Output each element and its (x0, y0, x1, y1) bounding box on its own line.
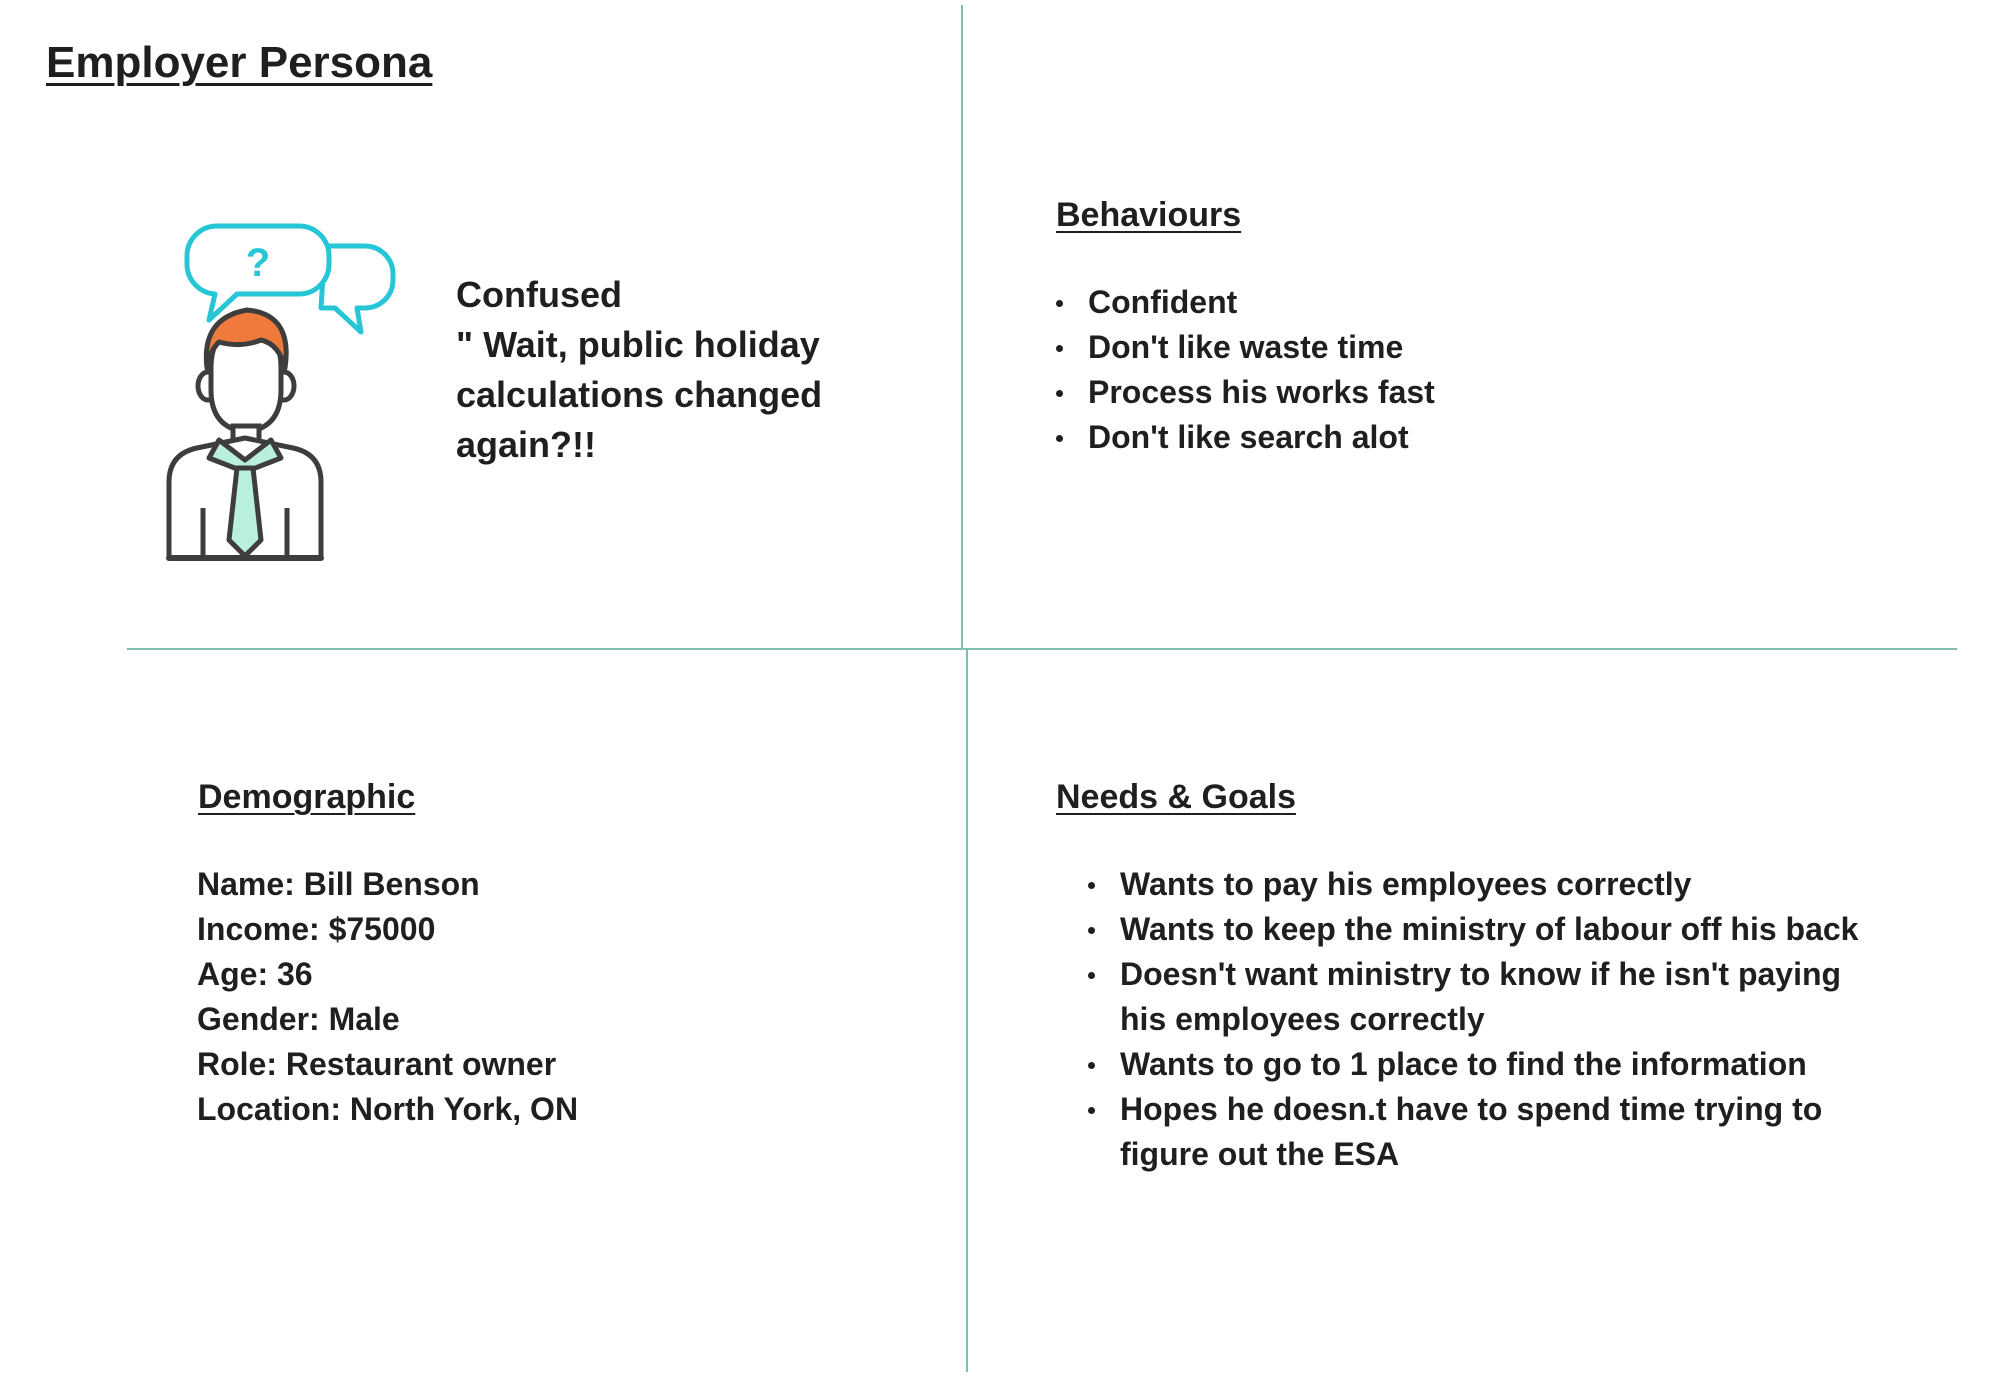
vertical-divider-bottom (966, 650, 968, 1372)
demographic-gender: Gender: Male (197, 1001, 400, 1037)
behaviours-list (1054, 280, 1854, 460)
demographic-role: Role: Restaurant owner (197, 1046, 557, 1082)
demographic-heading: Demographic (198, 778, 416, 816)
list-item: Process his works fast (1054, 370, 1854, 415)
list-item: Confident (1054, 280, 1854, 325)
persona-quote: " Wait, public holiday calculations changed again?!! (456, 324, 823, 465)
horizontal-divider (127, 648, 1957, 650)
page-title: Employer Persona (46, 38, 433, 87)
speech-bubble-back-icon (321, 246, 393, 332)
demographic-income: Income: $75000 (197, 911, 436, 947)
list-item: Wants to pay his employees correctly (1086, 862, 1866, 907)
demographic-age: Age: 36 (197, 956, 313, 992)
confused-businessman-icon (155, 218, 415, 568)
list-item: Don't like waste time (1054, 325, 1854, 370)
needs-goals-heading: Needs & Goals (1056, 778, 1296, 816)
list-item: Hopes he doesn.t have to spend time trying to figure out the ESA (1086, 1087, 1866, 1177)
list-item: Wants to keep the ministry of labour off his back (1086, 907, 1866, 952)
demographic-list (197, 862, 578, 1132)
persona-mood: Confused (456, 274, 622, 315)
persona-quote-block (456, 270, 916, 470)
needs-goals-list (1086, 862, 1866, 1177)
list-item: Wants to go to 1 place to find the information (1086, 1042, 1866, 1087)
vertical-divider-top (961, 5, 963, 650)
list-item: Don't like search alot (1054, 415, 1854, 460)
demographic-name: Name: Bill Benson (197, 866, 480, 902)
question-mark-icon: ? (245, 241, 271, 285)
demographic-location: Location: North York, ON (197, 1091, 579, 1127)
behaviours-heading: Behaviours (1056, 196, 1242, 234)
tie-icon (229, 468, 261, 556)
list-item: Doesn't want ministry to know if he isn't paying his employees correctly (1086, 952, 1866, 1042)
